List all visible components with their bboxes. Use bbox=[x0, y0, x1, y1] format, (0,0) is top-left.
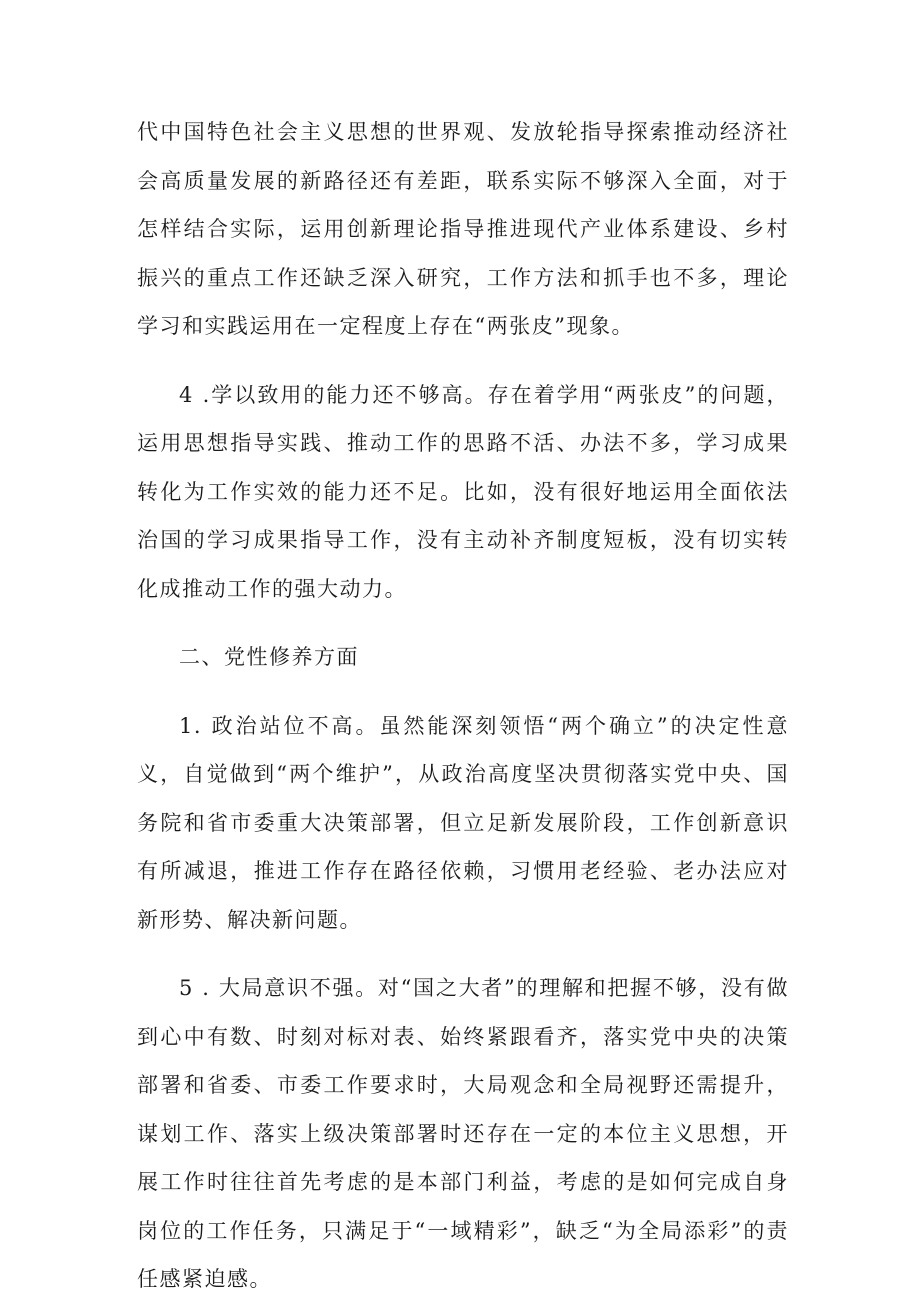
paragraph-item-5: 5 . 大局意识不强。对“国之大者”的理解和把握不够，没有做到心中有数、时刻对标对表、始终紧跟看齐，落实党中央的决策部署和省委、市委工作要求时，大局观念和全局视野还需提升，谋划工作、落实上级决策部署时还存在一定的本位主义思想，开展工作时往往首先考虑的是本部门利益，考虑的是如何完成自身岗位的工作任务，只满足于“一域精彩”，缺乏“为全局添彩”的责任感紧迫感。 bbox=[137, 976, 789, 1291]
document-body bbox=[137, 108, 789, 1304]
paragraph-item-4: 4 .学以致用的能力还不够高。存在着学用“两张皮”的问题，运用思想指导实践、推动工作的思路不活、办法不多，学习成果转化为工作实效的能力还不足。比如，没有很好地运用全面依法治国的学习成果指导工作，没有主动补齐制度短板，没有切实转化成推动工作的强大动力。 bbox=[137, 382, 789, 601]
section-heading: 二、党性修养方面 bbox=[179, 645, 359, 669]
paragraph-continuation: 代中国特色社会主义思想的世界观、发放轮指导探索推动经济社会高质量发展的新路径还有差距，联系实际不够深入全面，对于怎样结合实际，运用创新理论指导推进现代产业体系建设、乡村振兴的重点工作还缺乏深入研究，工作方法和抓手也不多，理论学习和实践运用在一定程度上存在“两张皮”现象。 bbox=[137, 120, 789, 338]
paragraph-item-1: 1. 政治站位不高。虽然能深刻领悟“两个确立”的决定性意义，自觉做到“两个维护”，从政治高度坚决贯彻落实党中央、国务院和省市委重大决策部署，但立足新发展阶段，工作创新意识有所减退，推进工作存在路径依赖，习惯用老经验、老办法应对新形势、解决新问题。 bbox=[137, 713, 789, 932]
